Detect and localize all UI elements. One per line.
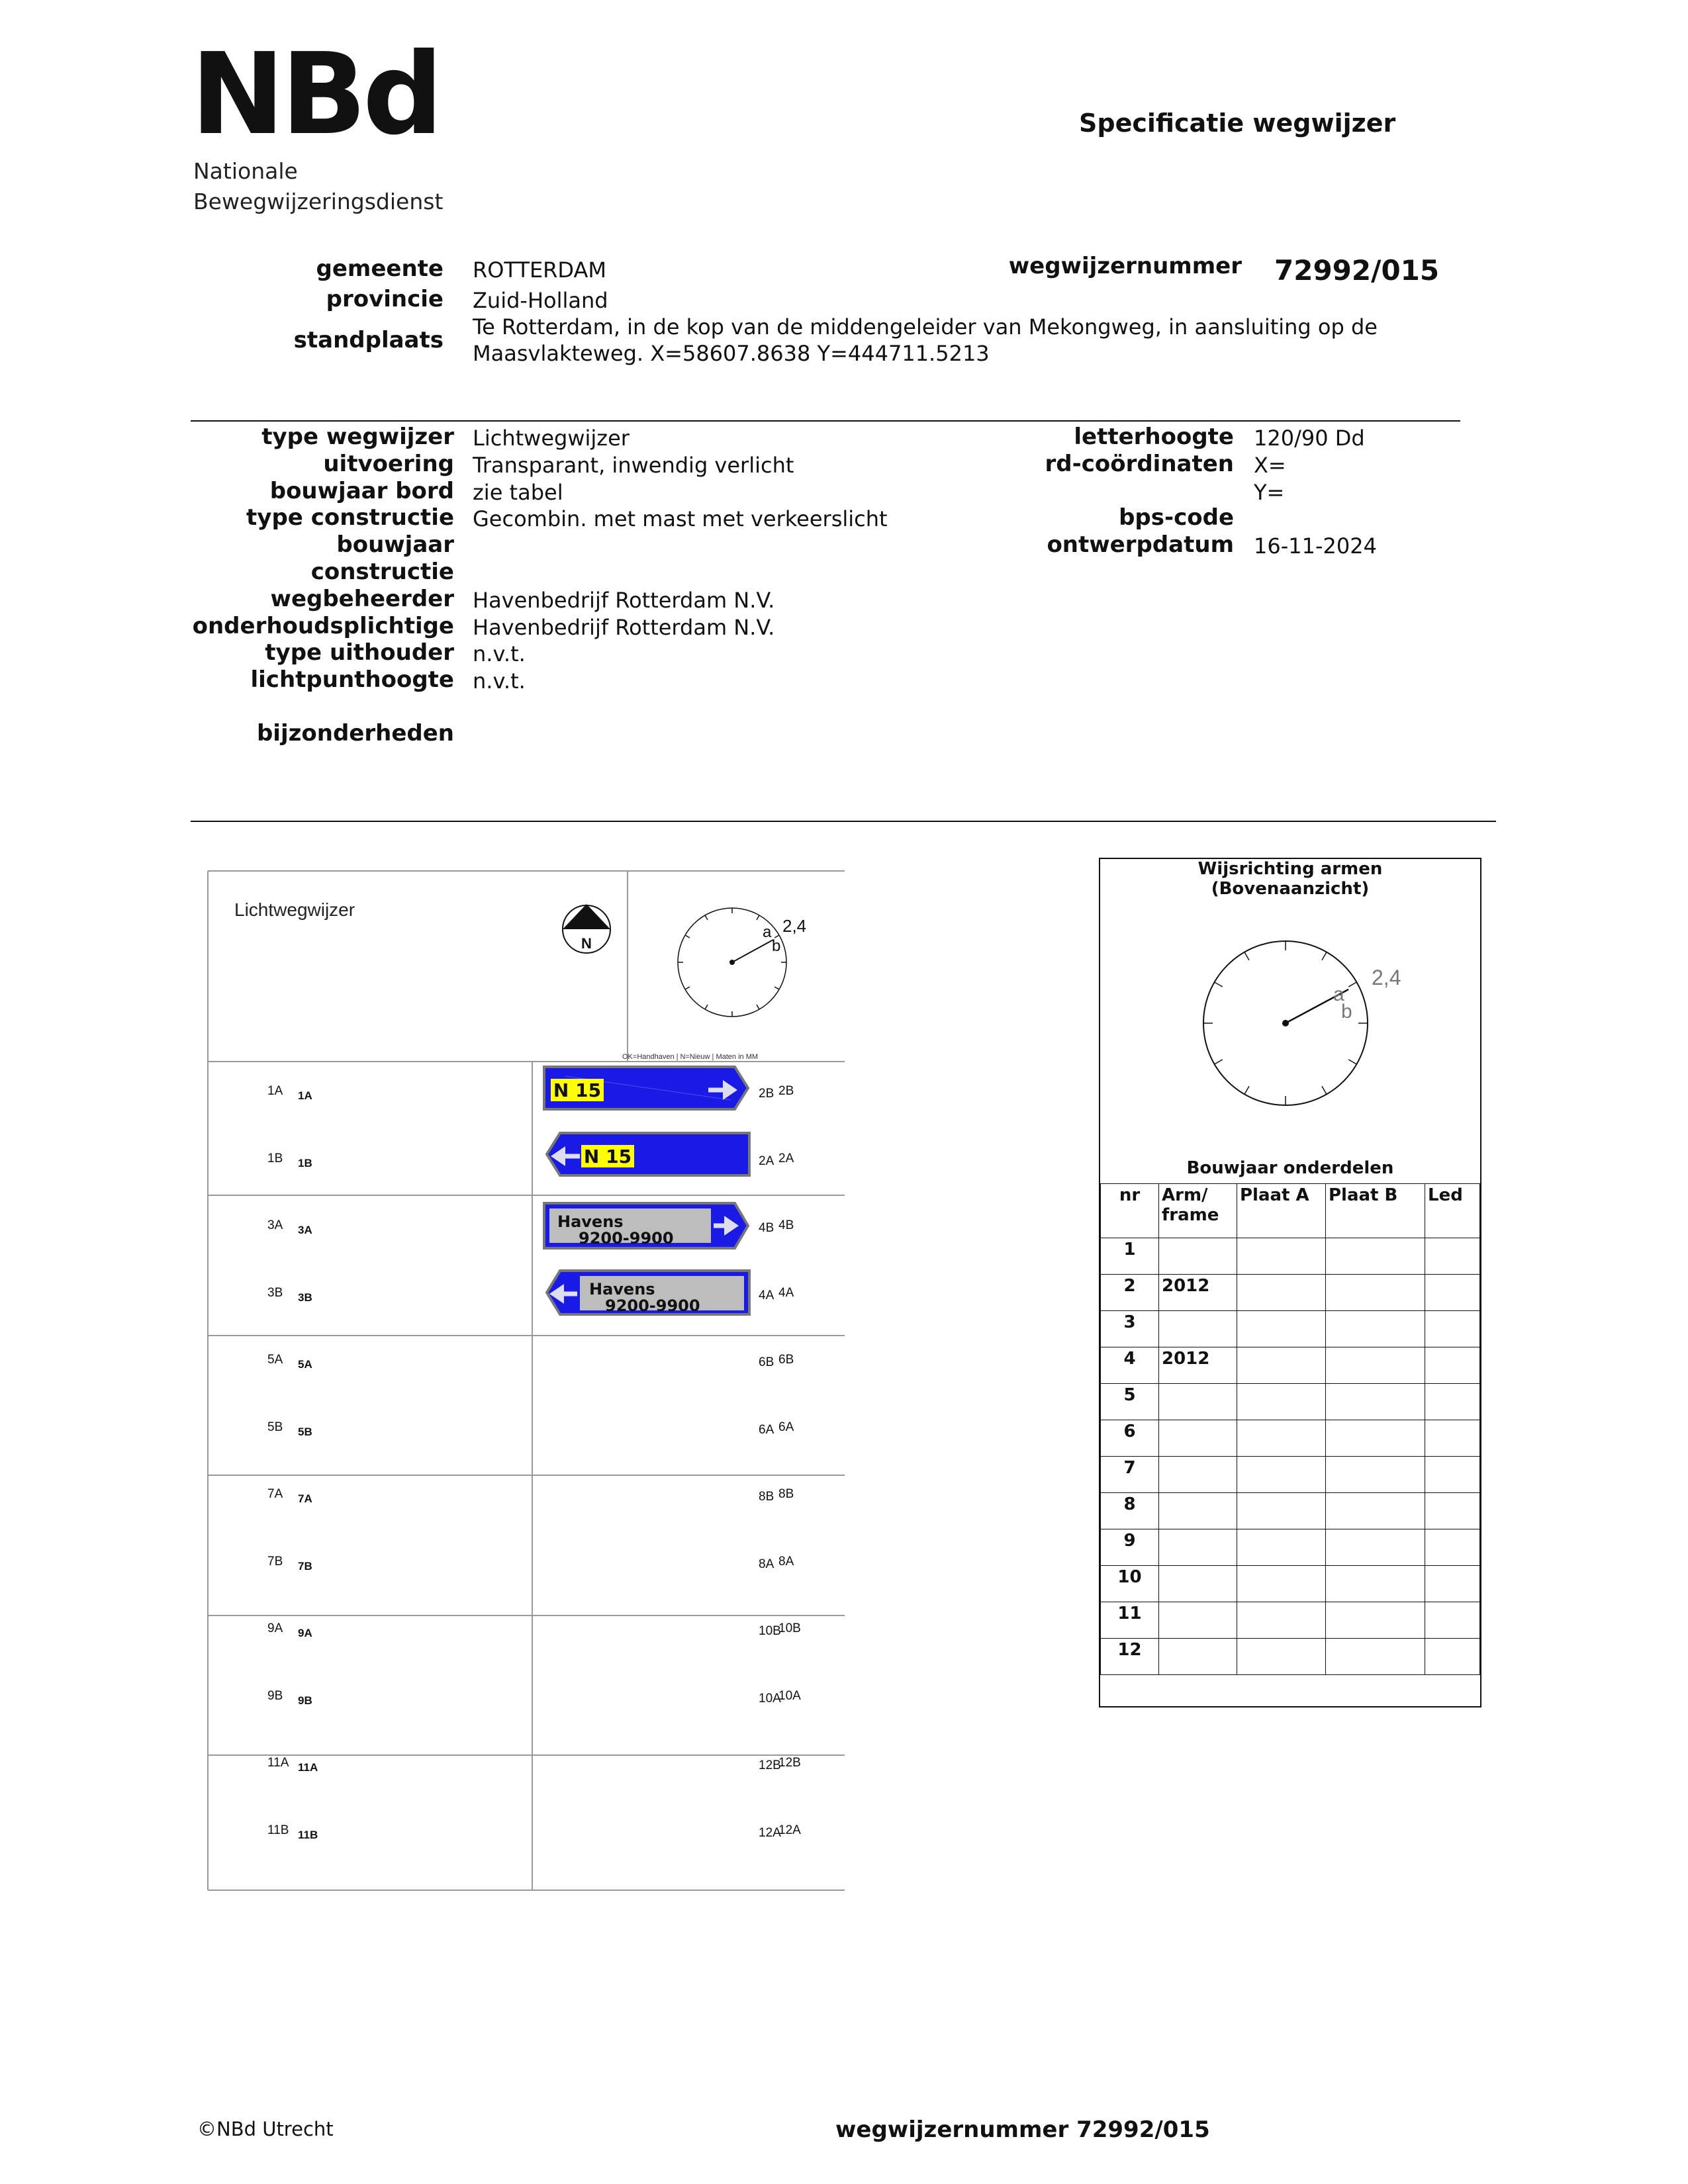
compass-tick <box>1348 1060 1356 1064</box>
cell-label-right: 6A <box>759 1422 774 1437</box>
small-compass-icon <box>678 908 806 1017</box>
compass-tick <box>1322 952 1327 960</box>
row-led <box>1425 1602 1480 1639</box>
spec-right-label: ontwerpdatum <box>1047 531 1234 559</box>
cell-label-left-small: 7B <box>298 1559 312 1572</box>
compass-tick <box>1244 952 1249 960</box>
row-arm <box>1159 1311 1237 1347</box>
row-plaat-b <box>1326 1529 1425 1566</box>
row-plaat-a <box>1237 1311 1326 1347</box>
cell-label-left: 3B <box>267 1285 283 1300</box>
cell-label-right: 8B <box>759 1490 774 1504</box>
row-plaat-b <box>1326 1347 1425 1384</box>
cell-label-left: 11A <box>267 1756 289 1770</box>
row-led <box>1425 1311 1480 1347</box>
sign-3-line2: 9200-9900 <box>579 1229 674 1248</box>
bouwjaar-row <box>1101 1347 1480 1384</box>
bouwjaar-row <box>1101 1311 1480 1347</box>
cell-label-left: 1B <box>267 1151 283 1165</box>
cell-label-left: 5A <box>267 1353 283 1367</box>
header-plaat-b: Plaat B <box>1326 1184 1425 1238</box>
row-nr: 10 <box>1101 1566 1159 1602</box>
spec-label: bouwjaar bord <box>269 477 454 504</box>
footer-copyright: ©NBd Utrecht <box>197 2118 334 2140</box>
spec-right-label: bps-code <box>1119 504 1234 531</box>
row-led <box>1425 1639 1480 1675</box>
small-compass-a: a <box>763 923 772 941</box>
row-nr: 6 <box>1101 1420 1159 1457</box>
row-plaat-b <box>1326 1639 1425 1675</box>
spec-label: uitvoering <box>323 450 454 477</box>
sign-n15-left <box>547 1133 749 1175</box>
bouwjaar-row <box>1101 1457 1480 1493</box>
sign-4-line2: 9200-9900 <box>605 1297 700 1315</box>
row-plaat-a <box>1237 1602 1326 1639</box>
cell-label-right-alt: 10B <box>778 1621 801 1635</box>
cell-label-left-small: 9A <box>298 1627 312 1639</box>
spec-value: Havenbedrijf Rotterdam N.V. <box>473 587 775 613</box>
spec-label: type uithouder <box>265 639 454 666</box>
spec-label: type wegwijzer <box>261 424 454 450</box>
cell-label-right-alt: 4A <box>778 1285 794 1300</box>
bouwjaar-row <box>1101 1566 1480 1602</box>
compass-tick <box>1215 1060 1223 1064</box>
bouwjaar-row <box>1101 1639 1480 1675</box>
row-plaat-b <box>1326 1493 1425 1529</box>
cell-label-right: 10B <box>759 1624 781 1638</box>
bouwjaar-row <box>1101 1529 1480 1566</box>
cell-label-left-small: 9B <box>298 1694 312 1707</box>
cell-label-left-small: 5A <box>298 1358 312 1371</box>
arms-subtitle: (Bovenaanzicht) <box>1211 879 1370 899</box>
cell-label-left-small: 7A <box>298 1492 312 1505</box>
row-led <box>1425 1347 1480 1384</box>
row-plaat-a <box>1237 1238 1326 1275</box>
spec-label: bouwjaar <box>336 531 454 559</box>
standplaats-line1: Te Rotterdam, in de kop van de middengeleider van Mekongweg, in aansluiting op de <box>473 314 1378 340</box>
cell-label-left: 3A <box>267 1218 283 1232</box>
cell-label-left: 1A <box>267 1084 283 1098</box>
cell-label-right-alt: 2B <box>778 1084 794 1098</box>
row-nr: 12 <box>1101 1639 1159 1675</box>
cell-label-left: 7A <box>267 1487 283 1501</box>
compass-tick <box>757 1005 759 1009</box>
cell-label-left-small: 11B <box>298 1828 318 1841</box>
compass-tick <box>1322 1086 1327 1094</box>
spec-right-label: letterhoogte <box>1074 424 1234 450</box>
cell-label-right-alt: 4B <box>778 1218 794 1232</box>
header-plaat-a: Plaat A <box>1237 1184 1326 1238</box>
cell-label-right: 4A <box>759 1288 774 1302</box>
row-nr: 8 <box>1101 1493 1159 1529</box>
north-arrow-icon <box>563 904 610 953</box>
row-arm <box>1159 1529 1237 1566</box>
row-arm: 2012 <box>1159 1275 1237 1311</box>
compass-tick <box>1244 1086 1249 1094</box>
row-arm <box>1159 1238 1237 1275</box>
spec-value: n.v.t. <box>473 641 526 667</box>
header-led: Led <box>1425 1184 1480 1238</box>
spec-right-value: X= <box>1254 452 1286 478</box>
cell-label-right: 8A <box>759 1557 774 1571</box>
row-plaat-b <box>1326 1311 1425 1347</box>
sign-havens-left <box>547 1271 749 1315</box>
row-plaat-a <box>1237 1420 1326 1457</box>
logo-sub-line1: Nationale <box>193 158 298 184</box>
bijzonderheden-label: bijzonderheden <box>256 720 454 747</box>
bouwjaar-row <box>1101 1275 1480 1311</box>
cell-label-left-small: 11A <box>298 1761 318 1774</box>
drawing-legend: OK=Handhaven | N=Nieuw | Maten in MM <box>622 1053 759 1061</box>
provincie-value: Zuid-Holland <box>473 288 608 313</box>
gemeente-label: gemeente <box>316 255 444 282</box>
cell-label-left: 11B <box>267 1823 289 1837</box>
spec-value: zie tabel <box>473 479 563 505</box>
wegwijzernummer-value: 72992/015 <box>1274 254 1440 287</box>
arms-panel <box>1099 858 1481 1707</box>
drawing-svg <box>208 871 845 1897</box>
header-nr: nr <box>1101 1184 1159 1238</box>
cell-label-right-alt: 8A <box>778 1554 794 1569</box>
row-led <box>1425 1493 1480 1529</box>
cell-label-right-alt: 2A <box>778 1151 794 1165</box>
standplaats-label: standplaats <box>293 327 444 353</box>
row-plaat-a <box>1237 1347 1326 1384</box>
cell-label-right: 2B <box>759 1087 774 1101</box>
row-arm <box>1159 1602 1237 1639</box>
row-plaat-b <box>1326 1384 1425 1420</box>
cell-label-right-alt: 6A <box>778 1420 794 1434</box>
cell-label-right: 12A <box>759 1825 781 1840</box>
row-arm: 2012 <box>1159 1347 1237 1384</box>
bouwjaar-row <box>1101 1420 1480 1457</box>
arms-a-label: a <box>1333 983 1344 1005</box>
bouwjaar-title: Bouwjaar onderdelen <box>1186 1158 1394 1178</box>
footer-wegwijzernummer: wegwijzernummer 72992/015 <box>835 2116 1210 2143</box>
row-plaat-b <box>1326 1420 1425 1457</box>
row-plaat-a <box>1237 1529 1326 1566</box>
row-plaat-a <box>1237 1566 1326 1602</box>
row-nr: 2 <box>1101 1275 1159 1311</box>
row-arm <box>1159 1493 1237 1529</box>
cell-label-left-small: 3A <box>298 1224 312 1236</box>
spec-right-value: Y= <box>1254 479 1285 505</box>
row-nr: 3 <box>1101 1311 1159 1347</box>
logo-subtitle <box>193 156 443 217</box>
cell-label-left-small: 1B <box>298 1156 312 1169</box>
row-plaat-b <box>1326 1457 1425 1493</box>
arms-title: Wijsrichting armen <box>1197 859 1383 879</box>
arms-compass-icon <box>1100 899 1480 1190</box>
bouwjaar-row <box>1101 1238 1480 1275</box>
row-led <box>1425 1566 1480 1602</box>
row-nr: 1 <box>1101 1238 1159 1275</box>
spec-label: constructie <box>310 559 454 585</box>
row-led <box>1425 1275 1480 1311</box>
compass-tick <box>685 935 690 938</box>
bouwjaar-row <box>1101 1493 1480 1529</box>
cell-label-right-alt: 12A <box>778 1823 801 1837</box>
cell-label-right: 6B <box>759 1355 774 1369</box>
drawing-frame <box>208 871 845 1890</box>
arms-angle-label: 2,4 <box>1372 966 1401 989</box>
spec-right-value: 16-11-2024 <box>1254 533 1377 559</box>
sign-2-text: N 15 <box>583 1146 632 1167</box>
bouwjaar-header-row <box>1101 1184 1480 1238</box>
spec-label: type constructie <box>246 504 454 531</box>
cell-label-left-small: 5B <box>298 1425 312 1438</box>
spec-value: Gecombin. met mast met verkeerslicht <box>473 506 888 532</box>
compass-tick <box>774 987 779 989</box>
row-plaat-a <box>1237 1384 1326 1420</box>
cell-label-right: 4B <box>759 1221 774 1235</box>
row-arm <box>1159 1457 1237 1493</box>
spec-right-value: 120/90 Dd <box>1254 426 1365 451</box>
row-nr: 4 <box>1101 1347 1159 1384</box>
bouwjaar-row <box>1101 1602 1480 1639</box>
spec-value: Havenbedrijf Rotterdam N.V. <box>473 614 775 640</box>
cell-label-left: 5B <box>267 1420 283 1434</box>
row-arm <box>1159 1420 1237 1457</box>
logo-sub-line2: Bewegwijzeringsdienst <box>193 189 444 214</box>
spec-label: wegbeheerder <box>270 585 454 612</box>
row-nr: 7 <box>1101 1457 1159 1493</box>
cell-label-right-alt: 10A <box>778 1688 801 1703</box>
spec-value: Transparant, inwendig verlicht <box>473 452 794 478</box>
compass-tick <box>685 987 690 989</box>
cell-label-left-small: 1A <box>298 1089 312 1102</box>
row-arm <box>1159 1384 1237 1420</box>
arms-b-label: b <box>1341 1001 1352 1023</box>
spec-value: Lichtwegwijzer <box>473 426 630 451</box>
cell-label-right-alt: 12B <box>778 1756 801 1770</box>
divider-bottom <box>191 821 1496 822</box>
compass-tick <box>1215 982 1223 987</box>
row-plaat-b <box>1326 1602 1425 1639</box>
compass-tick <box>757 915 759 920</box>
cell-label-right: 12B <box>759 1758 781 1772</box>
compass-tick <box>705 1005 708 1009</box>
bouwjaar-table <box>1100 1183 1480 1675</box>
cell-label-left: 9A <box>267 1621 283 1635</box>
header-arm: Arm/ frame <box>1159 1184 1237 1238</box>
row-led <box>1425 1420 1480 1457</box>
sign-4-line1: Havens <box>589 1280 655 1298</box>
row-plaat-a <box>1237 1275 1326 1311</box>
cell-label-left: 7B <box>267 1554 283 1569</box>
spec-right-label: rd-coördinaten <box>1045 450 1234 477</box>
bouwjaar-body <box>1101 1238 1480 1675</box>
row-led <box>1425 1457 1480 1493</box>
row-plaat-a <box>1237 1639 1326 1675</box>
row-led <box>1425 1384 1480 1420</box>
standplaats-line2: Maasvlakteweg. X=58607.8638 Y=444711.5213 <box>473 341 990 366</box>
row-arm <box>1159 1639 1237 1675</box>
row-nr: 5 <box>1101 1384 1159 1420</box>
row-plaat-b <box>1326 1238 1425 1275</box>
row-nr: 11 <box>1101 1602 1159 1639</box>
bouwjaar-row <box>1101 1384 1480 1420</box>
row-arm <box>1159 1566 1237 1602</box>
sign-drawing <box>208 871 845 1897</box>
sign-1-text: N 15 <box>553 1079 602 1101</box>
cell-label-left: 9B <box>267 1688 283 1703</box>
spec-label: onderhoudsplichtige <box>192 612 454 639</box>
nbd-logo: NBd <box>191 29 440 160</box>
compass-tick <box>705 915 708 920</box>
sign-havens-right <box>544 1203 748 1248</box>
row-plaat-b <box>1326 1566 1425 1602</box>
sign-n15-right <box>544 1067 748 1109</box>
divider-top <box>191 420 1460 422</box>
sign-3-line1: Havens <box>557 1212 624 1231</box>
row-plaat-a <box>1237 1457 1326 1493</box>
wegwijzernummer-label: wegwijzernummer <box>1008 253 1242 279</box>
cell-label-right: 10A <box>759 1691 781 1706</box>
cell-label-right: 2A <box>759 1154 774 1168</box>
row-led <box>1425 1238 1480 1275</box>
small-compass-b: b <box>772 937 781 955</box>
drawing-title: Lichtwegwijzer <box>234 899 355 920</box>
gemeente-value: ROTTERDAM <box>473 257 606 283</box>
spec-value: n.v.t. <box>473 668 526 694</box>
row-led <box>1425 1529 1480 1566</box>
row-plaat-a <box>1237 1493 1326 1529</box>
row-plaat-b <box>1326 1275 1425 1311</box>
small-compass-angle: 2,4 <box>782 916 807 936</box>
spec-label: lichtpunthoogte <box>250 666 454 694</box>
cell-label-left-small: 3B <box>298 1291 312 1304</box>
compass-tick <box>1348 982 1356 987</box>
north-label: N <box>581 935 592 952</box>
document-title: Specificatie wegwijzer <box>1079 109 1396 138</box>
provincie-label: provincie <box>326 286 444 312</box>
row-nr: 9 <box>1101 1529 1159 1566</box>
cell-label-right-alt: 6B <box>778 1353 794 1367</box>
cell-label-right-alt: 8B <box>778 1487 794 1501</box>
